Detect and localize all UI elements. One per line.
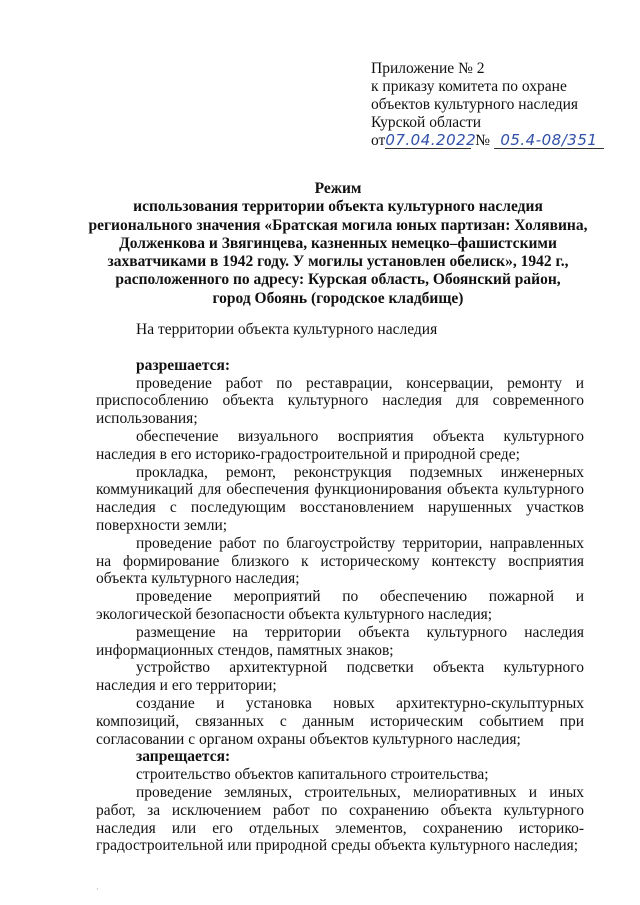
handwritten-number: 05.4-08/351 [494,132,604,149]
regime-title [78,180,598,308]
title-line: захватчиками в 1942 году. У могилы установлен обелиск», 1942 г., [107,253,569,271]
annex-date-line [371,132,604,150]
annex-title: Приложение № 2 [371,60,485,77]
title-heading: Режим [314,180,362,197]
allowed-item: проведение мероприятий по обеспечению пожарной и экологической безопасности объекта культурного наследия; [96,588,584,623]
forbidden-item: строительство объектов капитального строительства; [136,766,489,784]
allowed-heading: разрешается: [136,356,231,374]
scan-mark: · [96,885,99,894]
allowed-item: проведение работ по реставрации, консервации, ремонту и приспособлению объекта культурного наследия для современного использования; [96,374,584,428]
allowed-item: создание и установка новых архитектурно-скульптурных композиций, связанных с данным историческим событием при согласовании с органом охраны объектов культурного наследия; [96,694,584,748]
allowed-item: размещение на территории объекта культурного наследия информационных стендов, памятных знаков; [96,623,584,659]
forbidden-heading: запрещается: [136,748,231,766]
lead-sentence: На территории объекта культурного наследия [136,321,438,338]
annex-region-line: Курской области [371,114,482,131]
title-line: расположенного по адресу: Курская область, Обоянский район, [115,271,561,289]
allowed-item: прокладка, ремонт, реконструкция подземных инженерных коммуникаций для обеспечения функционирования объекта культурного наследия с последующим восстановлением нарушенных участков поверхности земли; [96,463,584,534]
handwritten-date: 07.04.2022 [385,131,477,149]
forbidden-item: проведение земляных, строительных, мелиоративных и иных работ, за исключением работ по сохранению объекта культурного наследия или его отдельных элементов, сохранению историко-градостроительной или природной среды объекта культурного наследия; [96,783,584,855]
title-line: регионального значения «Братская могила юных партизан: Холявина, [88,216,588,234]
title-line: город Обоянь (городское кладбище) [212,289,464,307]
allowed-item: устройство архитектурной подсветки объекта культурного наследия и его территории; [96,659,584,695]
annex-committee-line: объектов культурного наследия [371,96,579,113]
regime-body [96,321,584,855]
number-label: № [475,132,490,149]
allowed-item: проведение работ по благоустройству территории, направленных на формирование близкого к историческому контексту восприятия объекта культурного наследия; [96,534,584,588]
annex-block [371,60,604,150]
forbidden-list [96,766,584,855]
title-line: использования территории объекта культурного наследия [133,198,543,216]
allowed-list [96,375,584,749]
allowed-item: обеспечение визуального восприятия объекта культурного наследия в его историко-градостроительной и природной среде; [96,427,584,463]
from-label: от [371,132,386,149]
title-line: Долженкова и Звягинцева, казненных немецко–фашистскими [119,234,557,252]
annex-order-line: к приказу комитета по охране [371,78,567,95]
